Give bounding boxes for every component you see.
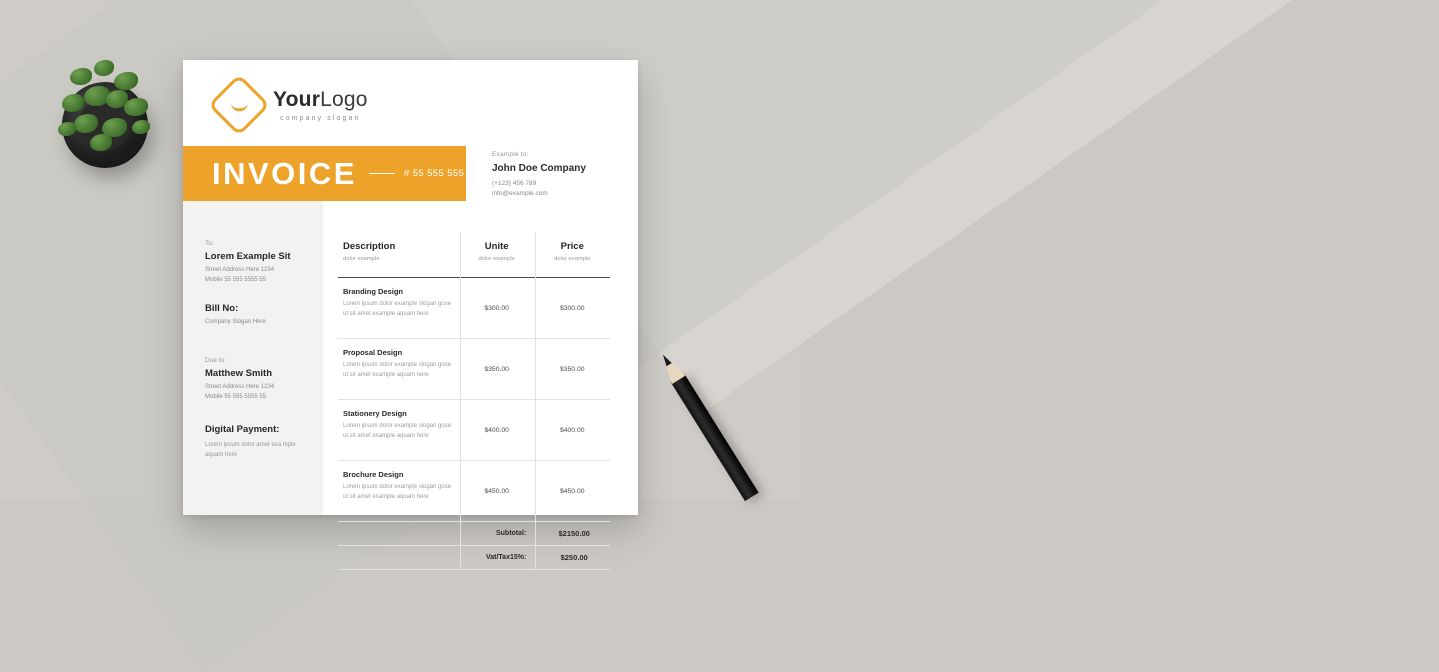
logo: [217, 83, 368, 127]
scene: [0, 0, 800, 562]
column-separator: [460, 232, 461, 570]
item-description: Lorem ipsum dolor example slogan gose ut sit amet example aquam here: [343, 301, 452, 317]
item-description: Lorem ipsum dolor example slogan gose ut sit amet example aquam here: [343, 484, 452, 500]
digital-payment-label: Digital Payment:: [205, 424, 280, 436]
potted-plant: [54, 60, 164, 170]
item-description: Lorem ipsum dolor example slogan gose ut sit amet example aquam here: [343, 423, 452, 439]
item-description: Lorem ipsum dolor example slogan gose ut sit amet example aquam here: [343, 362, 452, 378]
to-label: To:: [205, 240, 214, 247]
leaf-icon: [70, 68, 92, 85]
leaf-icon: [114, 72, 138, 90]
header-description-sub: dolor example: [343, 256, 380, 262]
cell-unite: [459, 278, 535, 338]
header-price-label: Price: [560, 241, 584, 252]
to-mobile: Mobile 55 555 5555 55: [205, 277, 267, 284]
divider: [369, 173, 395, 174]
header-unite-label: Unite: [484, 241, 509, 252]
column-separator: [535, 232, 536, 570]
subtotal-value: $2150.00: [558, 529, 590, 538]
cell-price: [534, 278, 610, 338]
table-row: [338, 461, 610, 522]
totals-section: [338, 522, 610, 570]
example-to-block: [492, 151, 622, 197]
cell-price: [534, 461, 610, 521]
item-name: Brochure Design: [343, 470, 404, 479]
example-to-company: John Doe Company: [492, 163, 586, 174]
cell-unite: [459, 339, 535, 399]
table-row: [338, 400, 610, 461]
item-name: Branding Design: [343, 287, 404, 296]
swoosh-icon: [231, 99, 248, 111]
line-items-table: [338, 232, 610, 570]
item-unite: $300.00: [484, 304, 509, 312]
invoice-number: # 55 555 555: [403, 168, 465, 179]
bill-no-value: Company Slogan Here: [205, 318, 266, 325]
logo-slogan: company slogan: [280, 114, 361, 122]
due-to-address: Street Address Here 1234: [205, 383, 275, 390]
billing-info-column: [205, 240, 315, 478]
item-name: Proposal Design: [343, 348, 403, 357]
diamond-logo-icon: [208, 74, 270, 136]
item-price: $300.00: [559, 304, 585, 312]
cell-price: [534, 339, 610, 399]
table-row: [338, 278, 610, 339]
to-address: Street Address Here 1234: [205, 267, 275, 273]
header-cell-description: [338, 232, 459, 271]
logo-word-bold: Your: [273, 87, 321, 111]
header-description-label: Description: [343, 241, 396, 252]
due-to-label: Due to:: [205, 356, 226, 364]
digital-payment-text: Lorem ipsum dolor amet exa mple aquam here: [205, 442, 296, 459]
invoice-banner: [183, 146, 466, 201]
bill-no-label: Bill No:: [205, 302, 239, 314]
logo-word-light: Logo: [320, 87, 368, 111]
cell-description: [338, 339, 459, 389]
example-to-email: info@example.com: [492, 190, 548, 197]
tax-value: $250.00: [560, 553, 588, 562]
tax-row: [338, 546, 610, 570]
header-unite-sub: dolor example: [478, 256, 515, 262]
cell-unite: [459, 400, 535, 460]
item-unite: $350.00: [484, 365, 509, 373]
example-to-phone: (+123) 456 789: [492, 180, 537, 187]
due-to-mobile: Mobile 55 555 5555 55: [205, 394, 267, 401]
cell-price: [534, 400, 610, 460]
item-unite: $400.00: [484, 426, 509, 434]
item-price: $450.00: [559, 487, 585, 495]
invoice-document: [183, 60, 638, 562]
header-price-sub: dolor example: [554, 256, 591, 262]
header-cell-price: [534, 232, 610, 271]
item-unite: $450.00: [484, 487, 509, 495]
subtotal-label: Subtotal:: [495, 530, 527, 537]
due-to-name: Matthew Smith: [205, 367, 273, 379]
cell-description: [338, 400, 459, 450]
invoice-heading: INVOICE: [212, 155, 357, 191]
digital-payment-block: [205, 424, 315, 461]
item-name: Stationery Design: [343, 409, 407, 418]
leaf-icon: [94, 60, 114, 76]
example-to-label: Example to:: [492, 151, 529, 158]
logo-wordmark: [273, 89, 368, 110]
pencil-body: [671, 374, 759, 501]
cell-unite: [459, 461, 535, 521]
tax-label: Vat/Tax15%:: [485, 554, 527, 561]
to-block: [205, 240, 315, 286]
due-to-block: [205, 357, 315, 403]
table-header-row: [338, 232, 610, 278]
header-cell-unite: [459, 232, 535, 271]
to-name: Lorem Example Sit: [205, 251, 291, 262]
item-price: $400.00: [559, 426, 585, 434]
cell-description: [338, 278, 459, 328]
table-row: [338, 339, 610, 400]
bill-no-block: [205, 303, 315, 327]
item-price: $350.00: [559, 365, 585, 373]
cell-description: [338, 461, 459, 511]
subtotal-row: [338, 522, 610, 546]
